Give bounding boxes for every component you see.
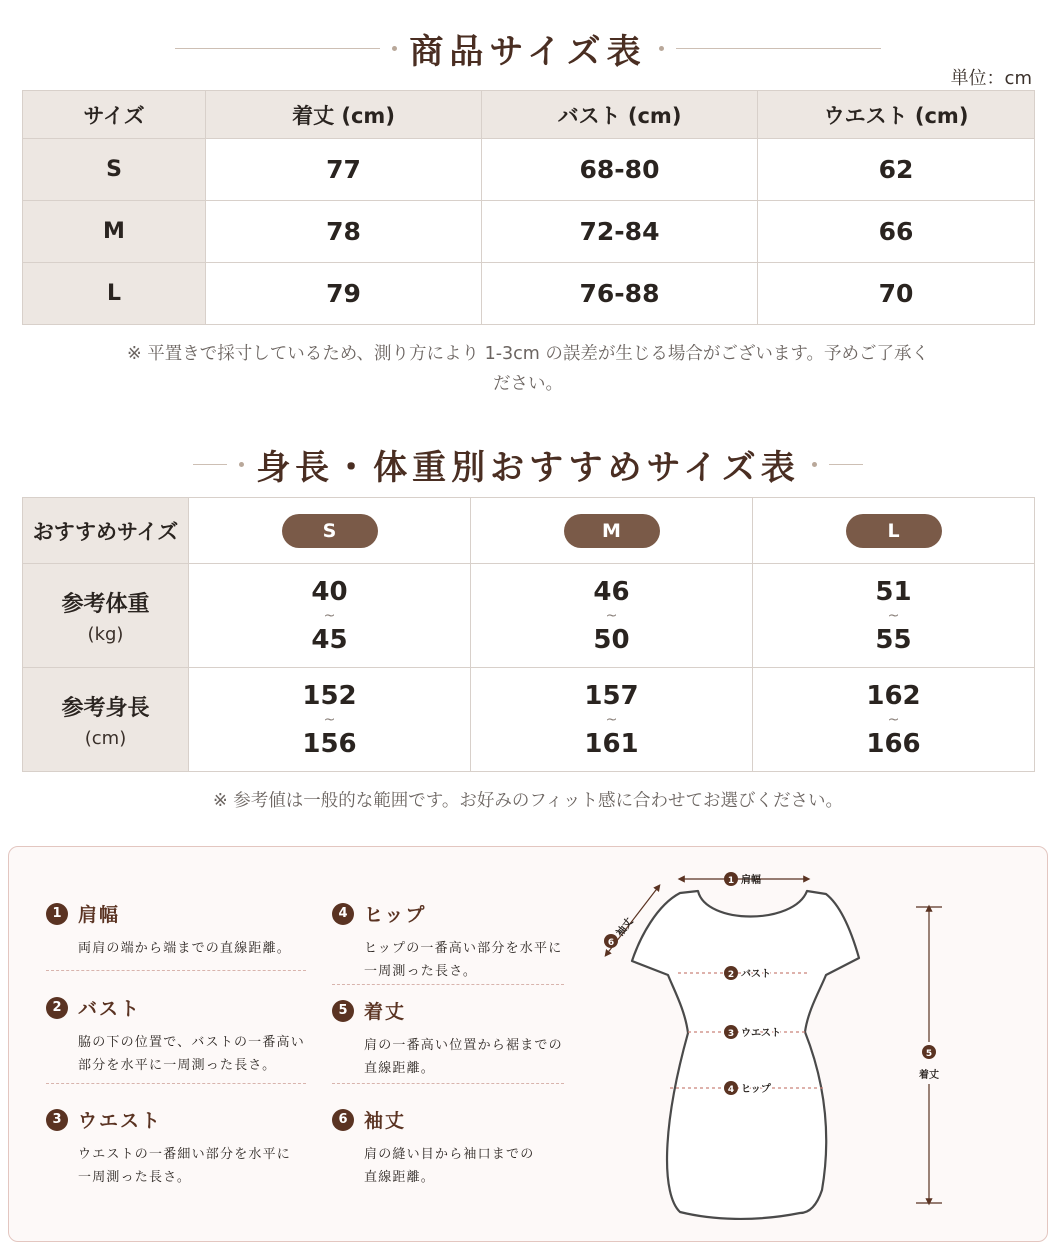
weight-header <box>23 564 189 668</box>
measurement-disclaimer <box>40 339 1016 399</box>
desc-line: 部分を水平に一周測った長さ。 <box>78 1058 277 1073</box>
bust-cell: 72-84 <box>482 201 758 263</box>
range-max: 50 <box>593 624 630 655</box>
height-label: 参考身長 <box>61 695 150 721</box>
disclaimer-line: ださい。 <box>493 374 563 394</box>
size-cell: M <box>23 201 206 263</box>
measure-name: バスト <box>78 998 142 1020</box>
range-tilde: ~ <box>887 607 900 624</box>
length-cell: 79 <box>206 263 482 325</box>
range-tilde: ~ <box>605 711 618 728</box>
height-unit: (cm) <box>84 727 127 749</box>
length-label: 着丈 <box>919 1070 939 1081</box>
weight-row <box>23 564 1035 668</box>
title-divider-right <box>676 48 881 49</box>
waist-cell: 70 <box>758 263 1035 325</box>
range-min: 152 <box>302 680 357 711</box>
weight-label: 参考体重 <box>61 591 150 617</box>
desc-line: 直線距離。 <box>364 1170 436 1185</box>
table-row <box>23 201 1035 263</box>
title-divider-right <box>829 464 863 465</box>
measure-item-waist <box>46 1106 308 1189</box>
size-pill: S <box>282 514 378 548</box>
measure-item-hip <box>332 900 594 983</box>
size-table-header <box>23 91 1035 139</box>
dashed-divider <box>46 1083 306 1084</box>
title-dot <box>239 462 244 467</box>
recommend-size-label: おすすめサイズ <box>23 498 189 564</box>
sleeve-badge-number: 6 <box>607 938 615 948</box>
waist-badge-number: 3 <box>727 1029 735 1039</box>
length-cell: 77 <box>206 139 482 201</box>
weight-range-cell <box>471 564 753 668</box>
waist-label: ウエスト <box>741 1028 781 1039</box>
recommend-size-row <box>23 498 1035 564</box>
range-min: 46 <box>593 576 630 607</box>
desc-line: 一周測った長さ。 <box>364 964 478 979</box>
range-max: 45 <box>311 624 348 655</box>
height-range-cell <box>753 668 1035 772</box>
measure-name: 袖丈 <box>364 1110 407 1132</box>
range-max: 156 <box>302 728 357 759</box>
size-cell <box>189 498 471 564</box>
desc-line: 一周測った長さ。 <box>78 1170 192 1185</box>
measure-desc <box>364 1143 594 1189</box>
measure-name: 着丈 <box>364 1001 407 1023</box>
size-table <box>22 90 1035 325</box>
dashed-divider <box>332 1083 564 1084</box>
size-chart-title: 商品サイズ表 <box>409 32 647 72</box>
number-badge: 3 <box>46 1109 68 1131</box>
bust-badge-number: 2 <box>727 970 735 980</box>
desc-line: ヒップの一番高い部分を水平に <box>364 941 563 956</box>
desc-line: 肩の縫い目から袖口までの <box>364 1147 535 1162</box>
height-range-cell <box>471 668 753 772</box>
measure-item-length <box>332 997 594 1080</box>
shoulder-badge-number: 1 <box>727 876 735 886</box>
hip-badge-number: 4 <box>727 1085 735 1095</box>
dashed-divider <box>332 984 564 985</box>
range-max: 166 <box>866 728 921 759</box>
title-dot <box>392 46 397 51</box>
desc-line: 直線距離。 <box>364 1061 436 1076</box>
number-badge: 2 <box>46 997 68 1019</box>
title-divider-left <box>175 48 380 49</box>
desc-line: ウエストの一番細い部分を水平に <box>78 1147 292 1162</box>
measure-desc <box>364 1034 594 1080</box>
waist-cell: 62 <box>758 139 1035 201</box>
size-cell: S <box>23 139 206 201</box>
column-header: サイズ <box>23 91 206 139</box>
title-dot <box>812 462 817 467</box>
desc-line: 両肩の端から端までの直線距離。 <box>78 941 292 956</box>
size-pill: M <box>564 514 660 548</box>
bust-cell: 76-88 <box>482 263 758 325</box>
size-pill: L <box>846 514 942 548</box>
range-tilde: ~ <box>605 607 618 624</box>
measure-desc <box>78 1031 308 1077</box>
size-cell <box>753 498 1035 564</box>
weight-unit: (kg) <box>87 623 124 645</box>
unit-label: 単位：cm <box>950 68 1032 89</box>
dashed-divider <box>46 970 306 971</box>
number-badge: 4 <box>332 903 354 925</box>
weight-range-cell <box>753 564 1035 668</box>
measure-item-shoulder <box>46 900 308 960</box>
measure-item-sleeve <box>332 1106 594 1189</box>
title-dot <box>659 46 664 51</box>
height-header <box>23 668 189 772</box>
column-header: バスト (cm) <box>482 91 758 139</box>
size-chart-title-row <box>0 24 1056 73</box>
sleeve-label: 袖丈 <box>614 916 636 939</box>
length-badge-number: 5 <box>925 1049 933 1059</box>
length-cell: 78 <box>206 201 482 263</box>
size-cell: L <box>23 263 206 325</box>
measure-desc <box>364 937 594 983</box>
table-row <box>23 139 1035 201</box>
range-min: 157 <box>584 680 639 711</box>
dress-diagram <box>590 862 970 1232</box>
size-cell <box>471 498 753 564</box>
hip-label: ヒップ <box>741 1084 771 1095</box>
range-tilde: ~ <box>323 607 336 624</box>
measure-name: ヒップ <box>364 904 427 926</box>
range-max: 55 <box>875 624 912 655</box>
desc-line: 肩の一番高い位置から裾までの <box>364 1038 563 1053</box>
range-min: 40 <box>311 576 348 607</box>
recommend-title-row <box>0 440 1056 489</box>
recommend-title: 身長・体重別おすすめサイズ表 <box>256 448 800 488</box>
column-header: 着丈 (cm) <box>206 91 482 139</box>
recommend-table <box>22 497 1035 772</box>
disclaimer-line: ※ 平置きで採寸しているため、測り方により 1-3cm の誤差が生じる場合がございます。予めご了承く <box>127 344 929 364</box>
column-header: ウエスト (cm) <box>758 91 1035 139</box>
range-max: 161 <box>584 728 639 759</box>
dress-outline <box>632 891 859 1219</box>
bust-cell: 68-80 <box>482 139 758 201</box>
range-min: 51 <box>875 576 912 607</box>
height-row <box>23 668 1035 772</box>
measure-desc <box>78 1143 308 1189</box>
desc-line: 脇の下の位置で、バストの一番高い <box>78 1035 305 1050</box>
height-range-cell <box>189 668 471 772</box>
table-row <box>23 263 1035 325</box>
reference-note: ※ 参考値は一般的な範囲です。お好みのフィット感に合わせてお選びください。 <box>213 791 843 811</box>
title-divider-left <box>193 464 227 465</box>
number-badge: 1 <box>46 903 68 925</box>
weight-range-cell <box>189 564 471 668</box>
measure-name: 肩幅 <box>78 904 121 926</box>
range-tilde: ~ <box>323 711 336 728</box>
measure-desc <box>78 937 308 960</box>
bust-label: バスト <box>741 969 771 980</box>
shoulder-label: 肩幅 <box>741 875 761 886</box>
number-badge: 6 <box>332 1109 354 1131</box>
range-min: 162 <box>866 680 921 711</box>
range-tilde: ~ <box>887 711 900 728</box>
measure-name: ウエスト <box>78 1110 163 1132</box>
measure-item-bust <box>46 994 308 1077</box>
waist-cell: 66 <box>758 201 1035 263</box>
number-badge: 5 <box>332 1000 354 1022</box>
